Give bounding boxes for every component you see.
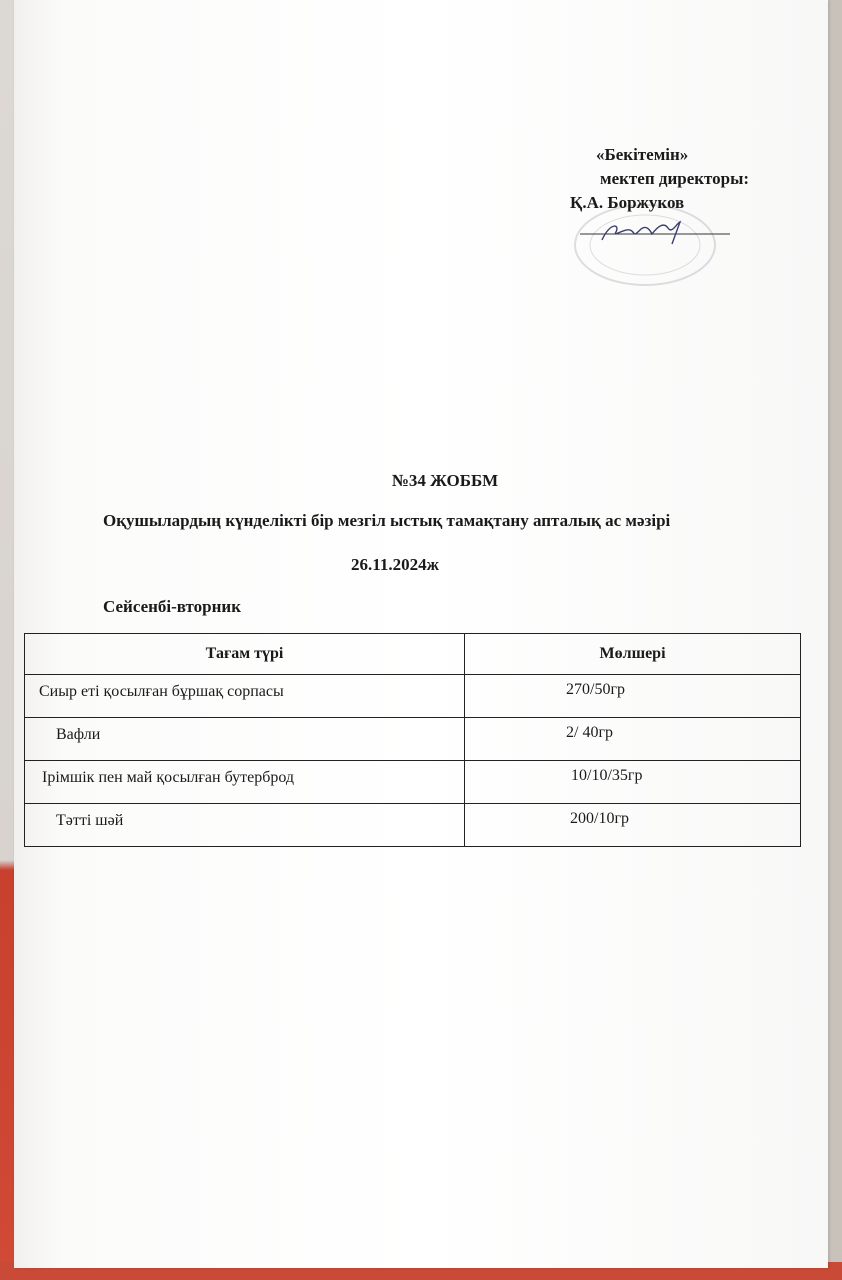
- amount-cell: [465, 718, 801, 761]
- signature-icon: [580, 218, 730, 248]
- column-header-amount: Мөлшері: [465, 634, 801, 675]
- menu-table: [24, 633, 801, 847]
- table-header-row: [25, 634, 801, 675]
- menu-subtitle: Оқушылардың күнделікті бір мезгіл ыстық тамақтану апталық ас мәзірі: [103, 511, 671, 530]
- column-header-dish: Тағам түрі: [25, 634, 465, 675]
- approval-title: «Бекітемін»: [596, 145, 689, 164]
- dish-amount: 200/10гр: [570, 810, 630, 827]
- table-row: [25, 761, 801, 804]
- dish-cell: [25, 761, 465, 804]
- dish-amount: 2/ 40гр: [566, 724, 614, 741]
- dish-amount: 10/10/35гр: [571, 767, 643, 784]
- table-row: [25, 675, 801, 718]
- dish-amount: 270/50гр: [566, 681, 626, 698]
- approval-position: мектеп директоры:: [600, 169, 750, 188]
- menu-day: Сейсенбі-вторник: [103, 597, 242, 616]
- table-row: [25, 718, 801, 761]
- dish-cell: [25, 675, 465, 718]
- amount-cell: [465, 675, 801, 718]
- dish-name: Тәтті шәй: [56, 812, 124, 829]
- dish-name: Ірімшік пен май қосылған бутерброд: [42, 769, 295, 786]
- school-title: №34 ЖОББМ: [391, 471, 499, 490]
- dish-cell: [25, 804, 465, 847]
- dish-name: Вафли: [56, 726, 101, 743]
- approval-director-name: Қ.А. Боржуков: [570, 193, 685, 212]
- dish-cell: [25, 718, 465, 761]
- amount-cell: [465, 761, 801, 804]
- dish-name: Сиыр еті қосылған бұршақ сорпасы: [39, 683, 284, 700]
- table-row: [25, 804, 801, 847]
- menu-date: 26.11.2024ж: [351, 555, 439, 574]
- approval-block: [570, 143, 749, 215]
- amount-cell: [465, 804, 801, 847]
